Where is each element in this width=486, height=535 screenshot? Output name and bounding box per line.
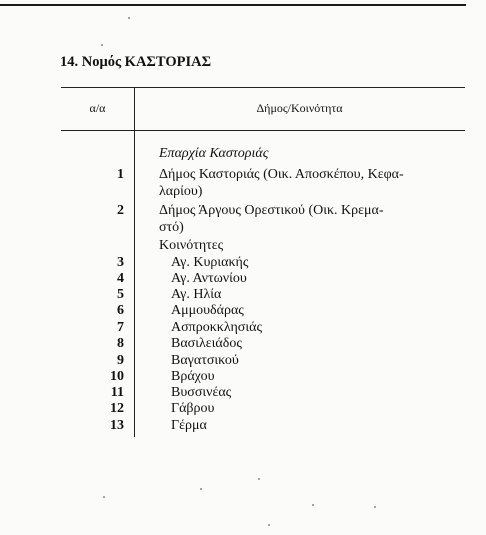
- community-name: Αγ. Κυριακής: [171, 255, 249, 270]
- section-number: 14.: [60, 54, 79, 70]
- community-name: Αγ. Ηλία: [171, 287, 222, 302]
- row-number: 8: [117, 336, 124, 351]
- speck: [374, 506, 376, 508]
- community-name: Αμμουδάρας: [171, 303, 244, 318]
- table-header-rule: [61, 130, 465, 131]
- section-heading: [60, 54, 211, 71]
- municipality-name-continued: στό): [159, 220, 184, 235]
- table-top-rule: [61, 87, 465, 88]
- province-label: Επαρχία Καστοριάς: [159, 146, 269, 161]
- row-number: 1: [117, 167, 124, 182]
- top-rule: [0, 4, 466, 6]
- row-number: 13: [110, 418, 124, 433]
- row-number: 6: [117, 303, 124, 318]
- section-title: Νομός ΚΑΣΤΟΡΙΑΣ: [81, 54, 212, 70]
- community-name: Βασιλειάδος: [171, 336, 242, 351]
- speck: [128, 17, 130, 19]
- speck: [101, 44, 103, 46]
- column-header-name: Δήμος/Κοινότητα: [256, 101, 343, 115]
- municipality-name: Δήμος Καστοριάς (Οικ. Αποσκέπου, Κεφα-: [159, 167, 404, 182]
- municipality-name: Δήμος Άργους Ορεστικού (Οικ. Κρεμα-: [159, 203, 384, 218]
- community-name: Βαγατσικού: [171, 353, 239, 368]
- row-number: 2: [117, 203, 124, 218]
- speck: [103, 496, 105, 498]
- row-number: 3: [117, 255, 124, 270]
- row-number: 10: [110, 369, 124, 384]
- row-number: 5: [117, 287, 124, 302]
- speck: [258, 478, 260, 480]
- community-name: Βράχου: [171, 369, 215, 384]
- column-header-index: α/α: [89, 101, 106, 115]
- community-name: Γάβρου: [171, 401, 215, 416]
- row-number: 9: [117, 353, 124, 368]
- row-number: 7: [117, 320, 124, 335]
- community-name: Ασπροκκλησιάς: [171, 320, 262, 335]
- community-name: Αγ. Αντωνίου: [171, 271, 247, 286]
- column-divider: [134, 87, 135, 437]
- communities-label: Κοινότητες: [159, 238, 224, 253]
- row-number: 4: [117, 271, 124, 286]
- municipality-name-continued: λαρίου): [159, 184, 203, 199]
- speck: [200, 488, 202, 490]
- speck: [312, 504, 314, 506]
- row-number: 12: [110, 401, 124, 416]
- speck: [268, 524, 270, 526]
- row-number: 11: [110, 385, 124, 400]
- community-name: Γέρμα: [171, 418, 207, 433]
- community-name: Βυσσινέας: [171, 385, 232, 400]
